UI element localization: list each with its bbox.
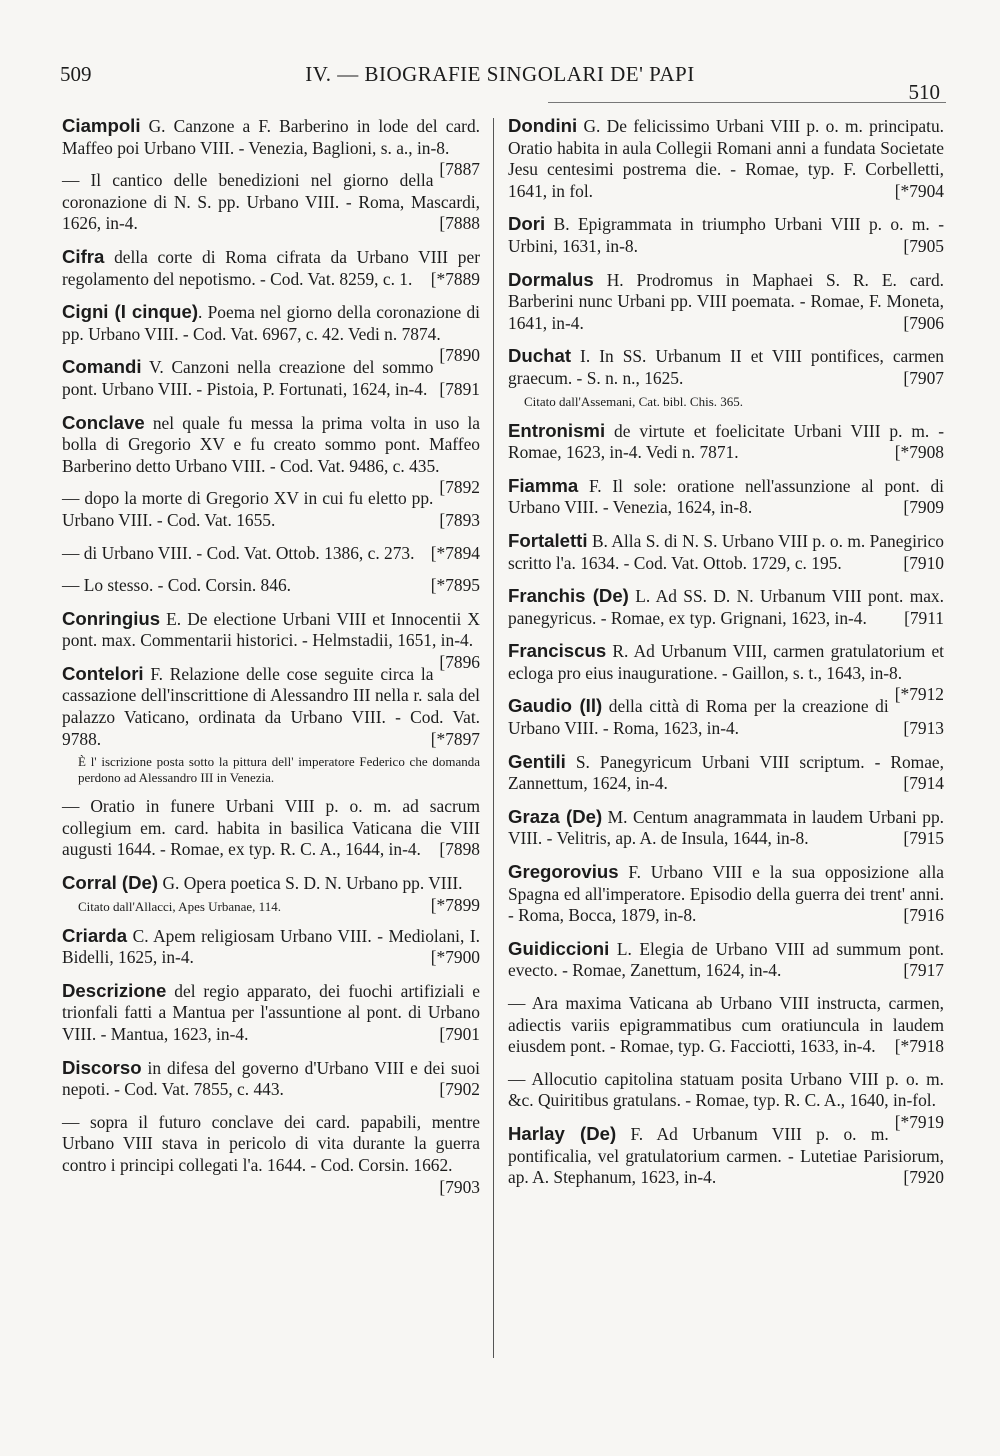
bibliography-entry (508, 806, 944, 850)
entry-keyword: Conclave (62, 411, 145, 433)
entry-number: [7898 (439, 839, 480, 860)
entry-keyword: Dormalus (508, 268, 594, 290)
bibliography-entry (508, 695, 944, 739)
right-column (508, 115, 944, 1200)
entry-keyword: Comandi (62, 356, 142, 378)
entry-number: [*7900 (430, 947, 480, 968)
entry-text: H. Prodromus in Maphaei S. R. E. card. Barberini nunc Urbani pp. VIII poemata. - Romae, F. Moneta, 1641, in-4. (508, 269, 944, 333)
page-number-right: 510 (908, 80, 940, 104)
bibliography-entry (508, 345, 944, 389)
bibliography-entry (62, 1111, 480, 1197)
entry-text: F. Urbano VIII e la sua opposizione alla Spagna ed all'imperatore. Episodio della guerra dei trent' anni. - Roma, Bocca, 1879, in-8. (508, 862, 944, 926)
entry-text: G. Opera poetica S. D. N. Urbano pp. VIII. (158, 873, 463, 894)
bibliography-entry (62, 925, 480, 969)
entry-number: [*7889 (430, 268, 480, 289)
bibliography-entry (62, 575, 480, 597)
bibliography-entry (508, 938, 944, 982)
bibliography-entry (508, 1068, 944, 1132)
entry-keyword: Conringius (62, 607, 161, 629)
entry-keyword: Contelori (62, 662, 144, 684)
entry-keyword: Duchat (508, 345, 572, 367)
bibliography-entry (508, 269, 944, 335)
entry-keyword: Guidiccioni (508, 937, 610, 959)
entry-number: [*7918 (894, 1036, 944, 1057)
entry-keyword: Gentili (508, 750, 566, 772)
bibliography-entry (62, 246, 480, 290)
entry-keyword: Cifra (62, 245, 105, 267)
entry-number: [*7899 (430, 894, 480, 915)
bibliography-entry (508, 420, 944, 464)
entry-keyword: Descrizione (62, 979, 167, 1001)
bibliography-entry (508, 1123, 944, 1189)
entry-text: S. Panegyricum Urbani VIII scriptum. - Romae, Zannettum, 1624, in-4. (508, 751, 944, 794)
page-number-left: 509 (60, 62, 92, 86)
entry-number: [7916 (903, 905, 944, 926)
bibliography-entry (508, 640, 944, 705)
bibliography-entry (508, 861, 944, 927)
entry-number: [7910 (903, 552, 944, 573)
entry-text: — sopra il futuro conclave dei card. papabili, mentre Urbano VIII stava in pericolo di vita durante la guerra contro i principi collegati l'a. 1644. - Cod. Corsin. 1662. (62, 1111, 480, 1175)
entry-number: [7905 (903, 235, 944, 256)
entry-text: V. Canzoni nella creazione del sommo pont. Urbano VIII. - Pistoia, P. Fortunati, 1624, in-4. (62, 357, 434, 399)
bibliography-entry (62, 356, 480, 400)
bibliography-entry (62, 1057, 480, 1101)
entry-keyword: Gregorovius (508, 861, 619, 883)
bibliography-entry (508, 585, 944, 629)
bibliography-entry (62, 607, 480, 672)
entry-number: [7903 (439, 1176, 480, 1197)
entry-text: C. Apem religiosam Urbano VIII. - Mediolani, I. Bidelli, 1625, in-4. (62, 925, 480, 968)
entry-number: [*7895 (430, 575, 480, 596)
bibliography-entry (508, 993, 944, 1058)
entry-text: B. Alla S. di N. S. Urbano VIII p. o. m. Panegirico scritto l'a. 1634. - Cod. Vat. Ottob. 1729, c. 195. (508, 530, 944, 573)
bibliography-entry (508, 530, 944, 574)
entry-keyword: Discorso (62, 1056, 142, 1078)
entry-text: della città di Roma per la creazione di Urbano VIII. - Roma, 1623, in-4. (508, 696, 889, 739)
entry-text: — Oratio in funere Urbani VIII p. o. m. ad sacrum collegium em. card. habita in basilica Vaticana die VIII augusti 1644. - Romae, ex typ. R. C. A., 1644, in-4. (62, 796, 480, 860)
bibliography-entry (62, 663, 480, 750)
entry-keyword: Franchis (De) (508, 585, 629, 607)
entry-number: [*7894 (430, 542, 480, 563)
entry-number: [7891 (439, 378, 480, 399)
entry-keyword: Harlay (De) (508, 1122, 617, 1144)
entry-text: — Ara maxima Vaticana ab Urbano VIII instructa, carmen, adiectis variis epigrammatibus cum oratiuncula in laudem eiusdem pont. - Romae, typ. G. Facciotti, 1633, in-4. (508, 993, 944, 1057)
running-header (60, 62, 940, 104)
entry-keyword: Cigni (I cinque) (62, 301, 199, 323)
entry-number: [*7904 (894, 180, 944, 201)
entry-keyword: Dori (508, 213, 546, 235)
entry-number: [7902 (439, 1079, 480, 1100)
entry-keyword: Fiamma (508, 474, 579, 496)
bibliography-entry (508, 213, 944, 257)
entry-number: [*7897 (430, 728, 480, 749)
entry-keyword: Entronismi (508, 419, 606, 441)
entry-text: in difesa del governo d'Urbano VIII e dei suoi nepoti. - Cod. Vat. 7855, c. 443. (62, 1057, 480, 1100)
entry-text: — Allocutio capitolina statuam posita Urbano VIII p. o. m. &c. Quiritibus gratulans. - Romae, typ. R. C. A., 1640, in-fol. (508, 1068, 944, 1111)
entry-text: — Lo stesso. - Cod. Corsin. 846. (62, 575, 291, 596)
entry-text: E. De electione Urbani VIII et Innocentii X pont. max. Commentarii historici. - Helmstadii, 1651, in-4. (62, 608, 480, 651)
entry-note: Citato dall'Allacci, Apes Urbanae, 114. (78, 898, 281, 914)
entry-number: [7888 (439, 213, 480, 234)
bibliography-entry (62, 488, 480, 531)
bibliography-entry (62, 796, 480, 861)
entry-note: È l' iscrizione posta sotto la pittura dell' imperatore Federico che domanda perdono ad Alessandro III in Venezia. (78, 754, 480, 786)
left-column (62, 115, 480, 1198)
entry-text: F. Il sole: oratione nell'assunzione al pont. di Urbano VIII. - Venezia, 1624, in-8. (508, 475, 944, 518)
entry-number: [7915 (903, 828, 944, 849)
entry-text: . Poema nel giorno della coronazione di pp. Urbano VIII. - Cod. Vat. 6967, c. 42. Vedi n. 7874. (62, 302, 480, 344)
entry-keyword: Ciampoli (62, 115, 141, 136)
entry-keyword: Franciscus (508, 640, 607, 662)
entry-text: B. Epigrammata in triumpho Urbani VIII p. o. m. - Urbini, 1631, in-8. (508, 214, 944, 256)
entry-text: L. Elegia de Urbano VIII ad summum pont. evecto. - Romae, Zanettum, 1624, in-4. (508, 938, 944, 981)
bibliography-entry (62, 543, 480, 565)
entry-number: [7896 (439, 651, 480, 672)
bibliography-entry (508, 115, 944, 202)
bibliography-entry (62, 301, 480, 366)
entry-text: della corte di Roma cifrata da Urbano VIII per regolamento del nepotismo. - Cod. Vat. 8259, c. 1. (62, 246, 480, 289)
entry-number: [*7912 (894, 684, 944, 705)
entry-number: [7906 (903, 312, 944, 333)
entry-text: — dopo la morte di Gregorio XV in cui fu eletto pp. Urbano VIII. - Cod. Vat. 1655. (62, 488, 434, 530)
entry-number: [7907 (903, 367, 944, 388)
entry-text: I. In SS. Urbanum II et VIII pontifices, carmen graecum. - S. n. n., 1625. (508, 346, 944, 388)
entry-number: [7901 (439, 1024, 480, 1044)
entry-keyword: Dondini (508, 115, 578, 136)
entry-text: F. Ad Urbanum VIII p. o. m. pontificalia, vel gratulatorium carmen. - Lutetiae Parisiorum, ap. A. Stephanum, 1623, in-4. (508, 1123, 944, 1188)
entry-number: [7914 (903, 773, 944, 794)
running-title: IV. — BIOGRAFIE SINGOLARI DE' PAPI (305, 62, 695, 86)
entry-number: [7890 (439, 345, 480, 366)
entry-number: [7913 (903, 718, 944, 739)
bibliography-entry (62, 170, 480, 235)
entry-text: M. Centum anagrammata in laudem Urbani pp. VIII. - Velitris, ap. A. de Insula, 1644, in-8. (508, 806, 944, 849)
entry-number: [7887 (439, 159, 480, 180)
entry-text: R. Ad Urbanum VIII, carmen gratulatorium et ecloga pro eius inauguratione. - Gaillon, s. t., 1643, in-8. (508, 641, 944, 683)
entry-keyword: Graza (De) (508, 805, 603, 827)
column-divider (493, 118, 494, 1358)
entry-number: [7909 (903, 497, 944, 518)
bibliography-entry (508, 475, 944, 519)
entry-text: G. Canzone a F. Barberino in lode del card. Maffeo poi Urbano VIII. - Venezia, Baglioni, s. a., in-8. (62, 116, 480, 158)
entry-text: del regio apparato, dei fuochi artifiziali e trionfali fatti a Mantua per l'assuntione al pont. di Urbano VIII. - Mantua, 1623, in-4. (62, 980, 480, 1044)
entry-keyword: Gaudio (Il) (508, 695, 603, 717)
entry-text: G. De felicissimo Urbani VIII p. o. m. principatu. Oratio habita in aula Collegii Romani anni a fundata Societate Jesu centesimi postrema die. - Romae, typ. F. Corbelletti, 1641, in fol. (508, 116, 944, 201)
entry-text: F. Relazione delle cose seguite circa la cassazione dell'inscrittione di Alessandro III nella r. sala del palazzo Vaticano, ordinata da Urbano VIII. - Cod. Vat. 9788. (62, 663, 480, 749)
bibliography-entry (62, 980, 480, 1046)
entry-number: [7893 (439, 509, 480, 530)
entry-keyword: Criarda (62, 924, 128, 946)
entry-text: de virtute et foelicitate Urbani VIII p. m. - Romae, 1623, in-4. Vedi n. 7871. (508, 420, 944, 463)
entry-text: — di Urbano VIII. - Cod. Vat. Ottob. 1386, c. 273. (62, 542, 415, 563)
bibliography-entry (508, 751, 944, 795)
entry-number: [7892 (439, 477, 480, 498)
entry-number: [7911 (904, 607, 944, 628)
entry-keyword: Fortaletti (508, 529, 588, 551)
entry-text: nel quale fu messa la prima volta in uso la bolla di Gregorio XV e fu creato sommo pont. Maffeo Barberino detto Urbano VIII. - Cod. Vat. 9486, c. 435. (62, 412, 480, 476)
entry-text: — Il cantico delle benedizioni nel giorno della coronazione di N. S. pp. Urbano VIII. - Roma, Mascardi, 1626, in-4. (62, 170, 480, 234)
header-rule (548, 102, 946, 103)
entry-number: [7917 (903, 960, 944, 981)
entry-number: [*7908 (894, 442, 944, 463)
entry-keyword: Corral (De) (62, 872, 159, 894)
bibliography-entry (62, 115, 480, 180)
bibliography-entry (62, 411, 480, 498)
entry-text: L. Ad SS. D. N. Urbanum VIII pont. max. panegyricus. - Romae, ex typ. Grignani, 1623, in-4. (508, 586, 944, 628)
entry-number: [*7919 (894, 1111, 944, 1132)
entry-number: [7920 (903, 1167, 944, 1188)
entry-note: Citato dall'Assemani, Cat. bibl. Chis. 365. (524, 393, 744, 409)
